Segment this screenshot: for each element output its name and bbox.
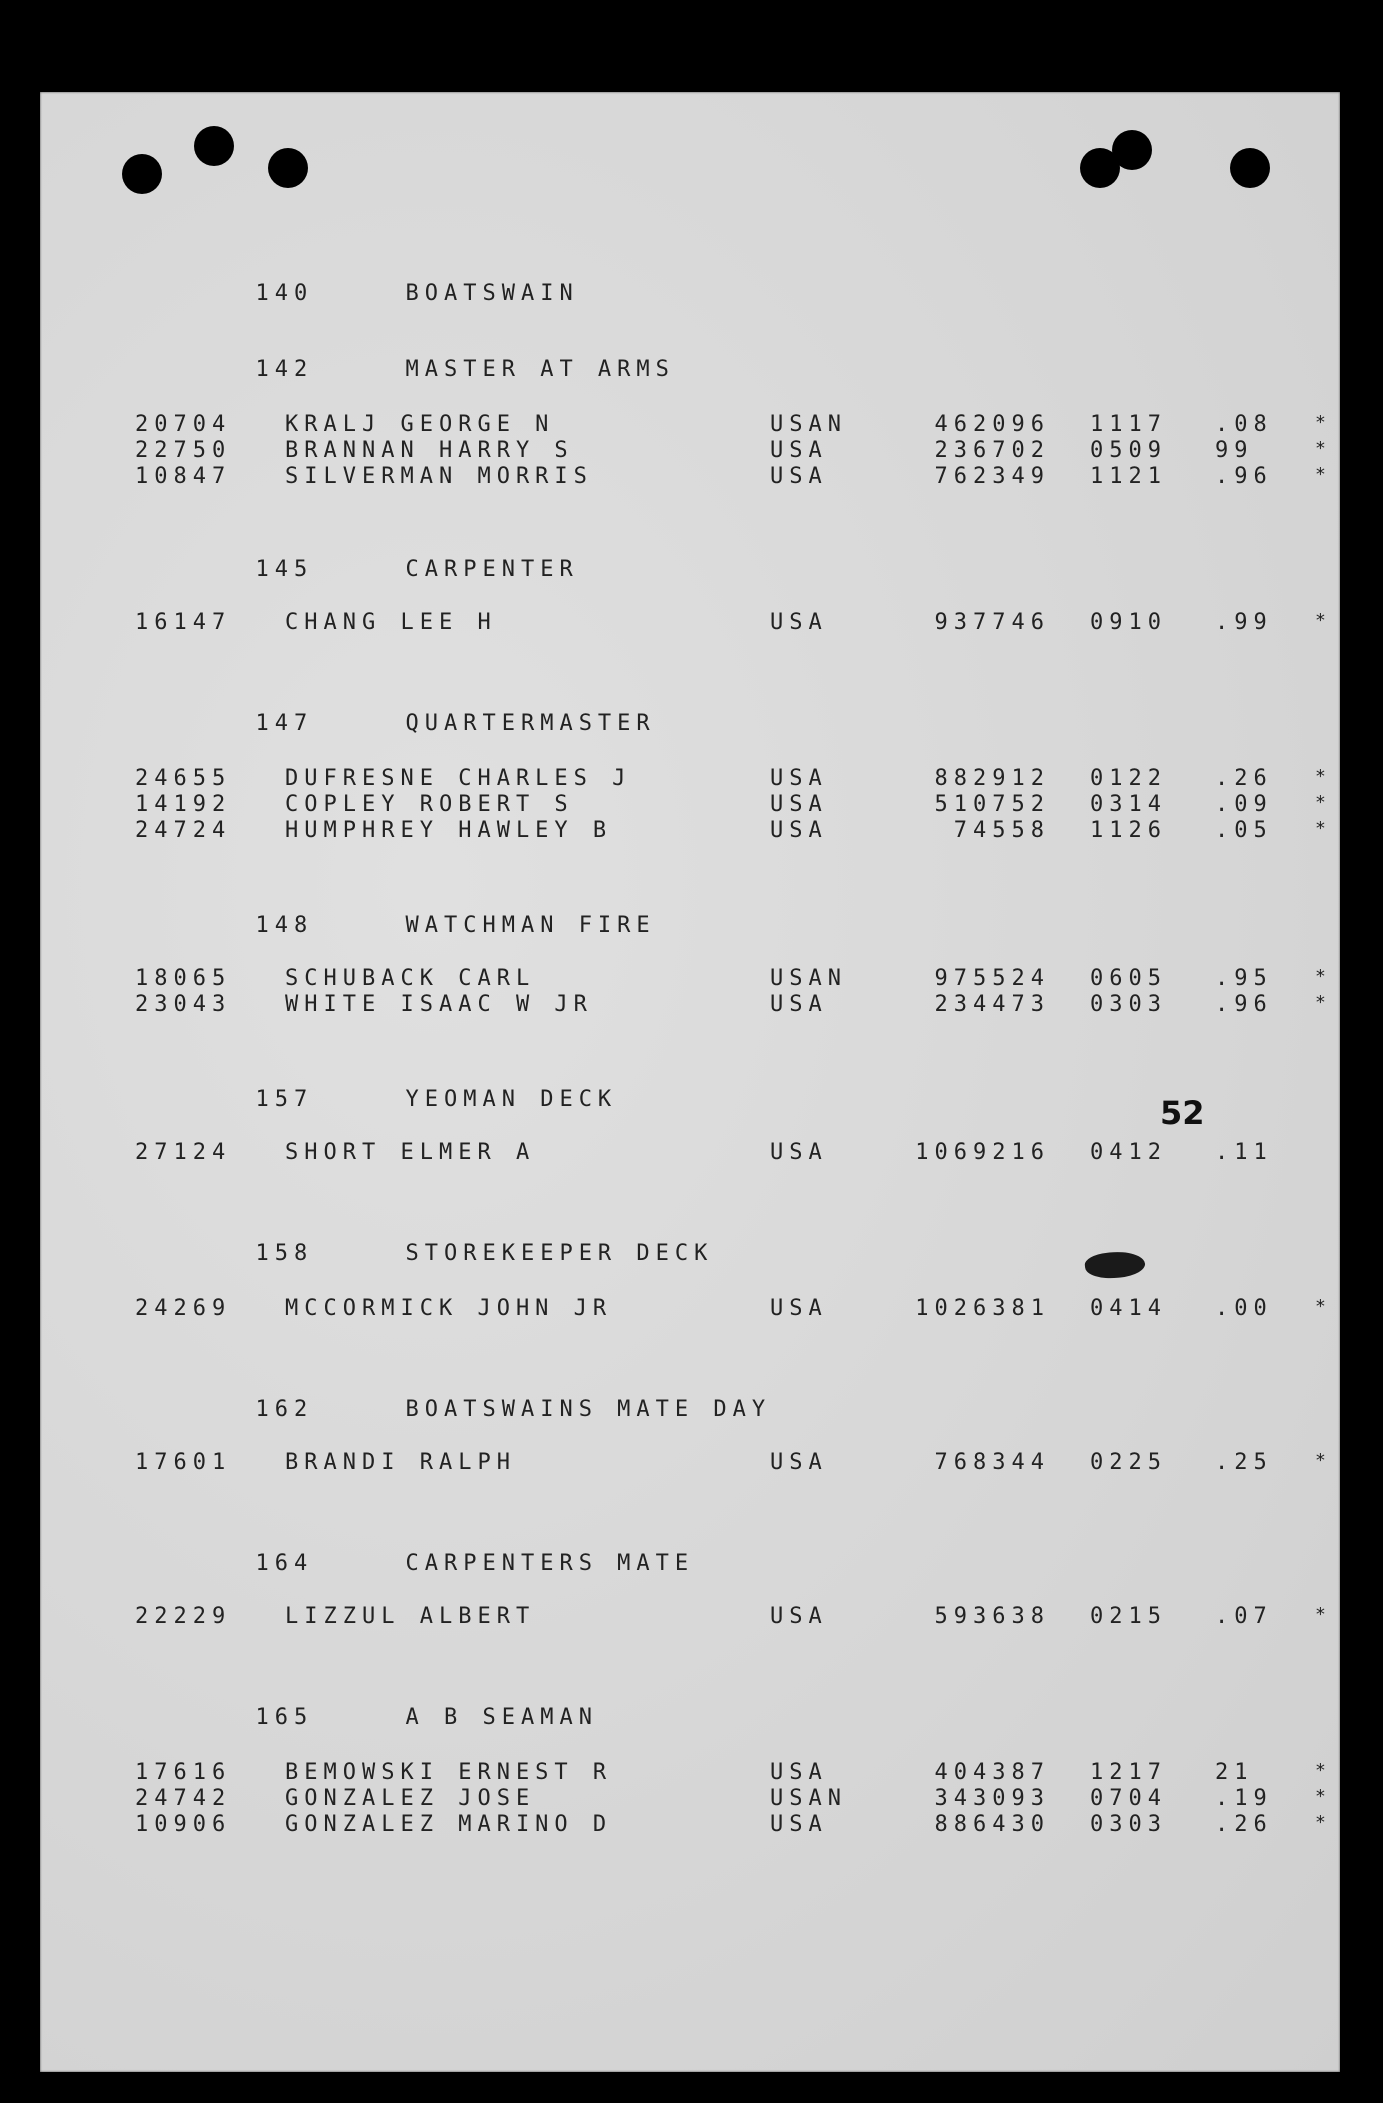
document-page — [40, 92, 1340, 2072]
roster-entry: 24655 DUFRESNE CHARLES J USA 882912 0122 .26 * — [135, 766, 1332, 791]
section-header: 157 YEOMAN DECK — [255, 1087, 618, 1112]
roster-entry: 16147 CHANG LEE H USA 937746 0910 .99 * — [135, 610, 1332, 635]
roster-entry: 10906 GONZALEZ MARINO D USA 886430 0303 .26 * — [135, 1812, 1332, 1837]
roster-entry: 20704 KRALJ GEORGE N USAN 462096 1117 .08 * — [135, 412, 1332, 437]
section-header: 142 MASTER AT ARMS — [255, 357, 675, 382]
section-header: 164 CARPENTERS MATE — [255, 1551, 695, 1576]
ink-blot — [1084, 1249, 1146, 1281]
roster-entry: 27124 SHORT ELMER A USA 1069216 0412 .11 — [135, 1140, 1273, 1165]
roster-entry: 24724 HUMPHREY HAWLEY B USA 74558 1126 .05 * — [135, 818, 1332, 843]
section-header: 140 BOATSWAIN — [255, 281, 579, 306]
roster-entry: 17601 BRANDI RALPH USA 768344 0225 .25 * — [135, 1450, 1332, 1475]
roster-entry: 10847 SILVERMAN MORRIS USA 762349 1121 .96 * — [135, 464, 1332, 489]
section-header: 162 BOATSWAINS MATE DAY — [255, 1397, 772, 1422]
section-header: 148 WATCHMAN FIRE — [255, 913, 656, 938]
roster-entry: 18065 SCHUBACK CARL USAN 975524 0605 .95 * — [135, 966, 1332, 991]
roster-entry: 23043 WHITE ISAAC W JR USA 234473 0303 .96 * — [135, 992, 1332, 1017]
roster-entry: 24269 MCCORMICK JOHN JR USA 1026381 0414 .00 * — [135, 1296, 1332, 1321]
roster-entry: 14192 COPLEY ROBERT S USA 510752 0314 .09 * — [135, 792, 1332, 817]
section-header: 147 QUARTERMASTER — [255, 711, 656, 736]
roster-entry: 22229 LIZZUL ALBERT USA 593638 0215 .07 * — [135, 1604, 1332, 1629]
roster-entry: 17616 BEMOWSKI ERNEST R USA 404387 1217 21 * — [135, 1760, 1332, 1785]
section-header: 165 A B SEAMAN — [255, 1705, 598, 1730]
typed-roster — [40, 92, 1340, 2072]
roster-entry: 24742 GONZALEZ JOSE USAN 343093 0704 .19 * — [135, 1786, 1332, 1811]
page-number: 52 — [1160, 1094, 1205, 1132]
roster-entry: 22750 BRANNAN HARRY S USA 236702 0509 99 * — [135, 438, 1332, 463]
section-header: 158 STOREKEEPER DECK — [255, 1241, 714, 1266]
section-header: 145 CARPENTER — [255, 557, 579, 582]
